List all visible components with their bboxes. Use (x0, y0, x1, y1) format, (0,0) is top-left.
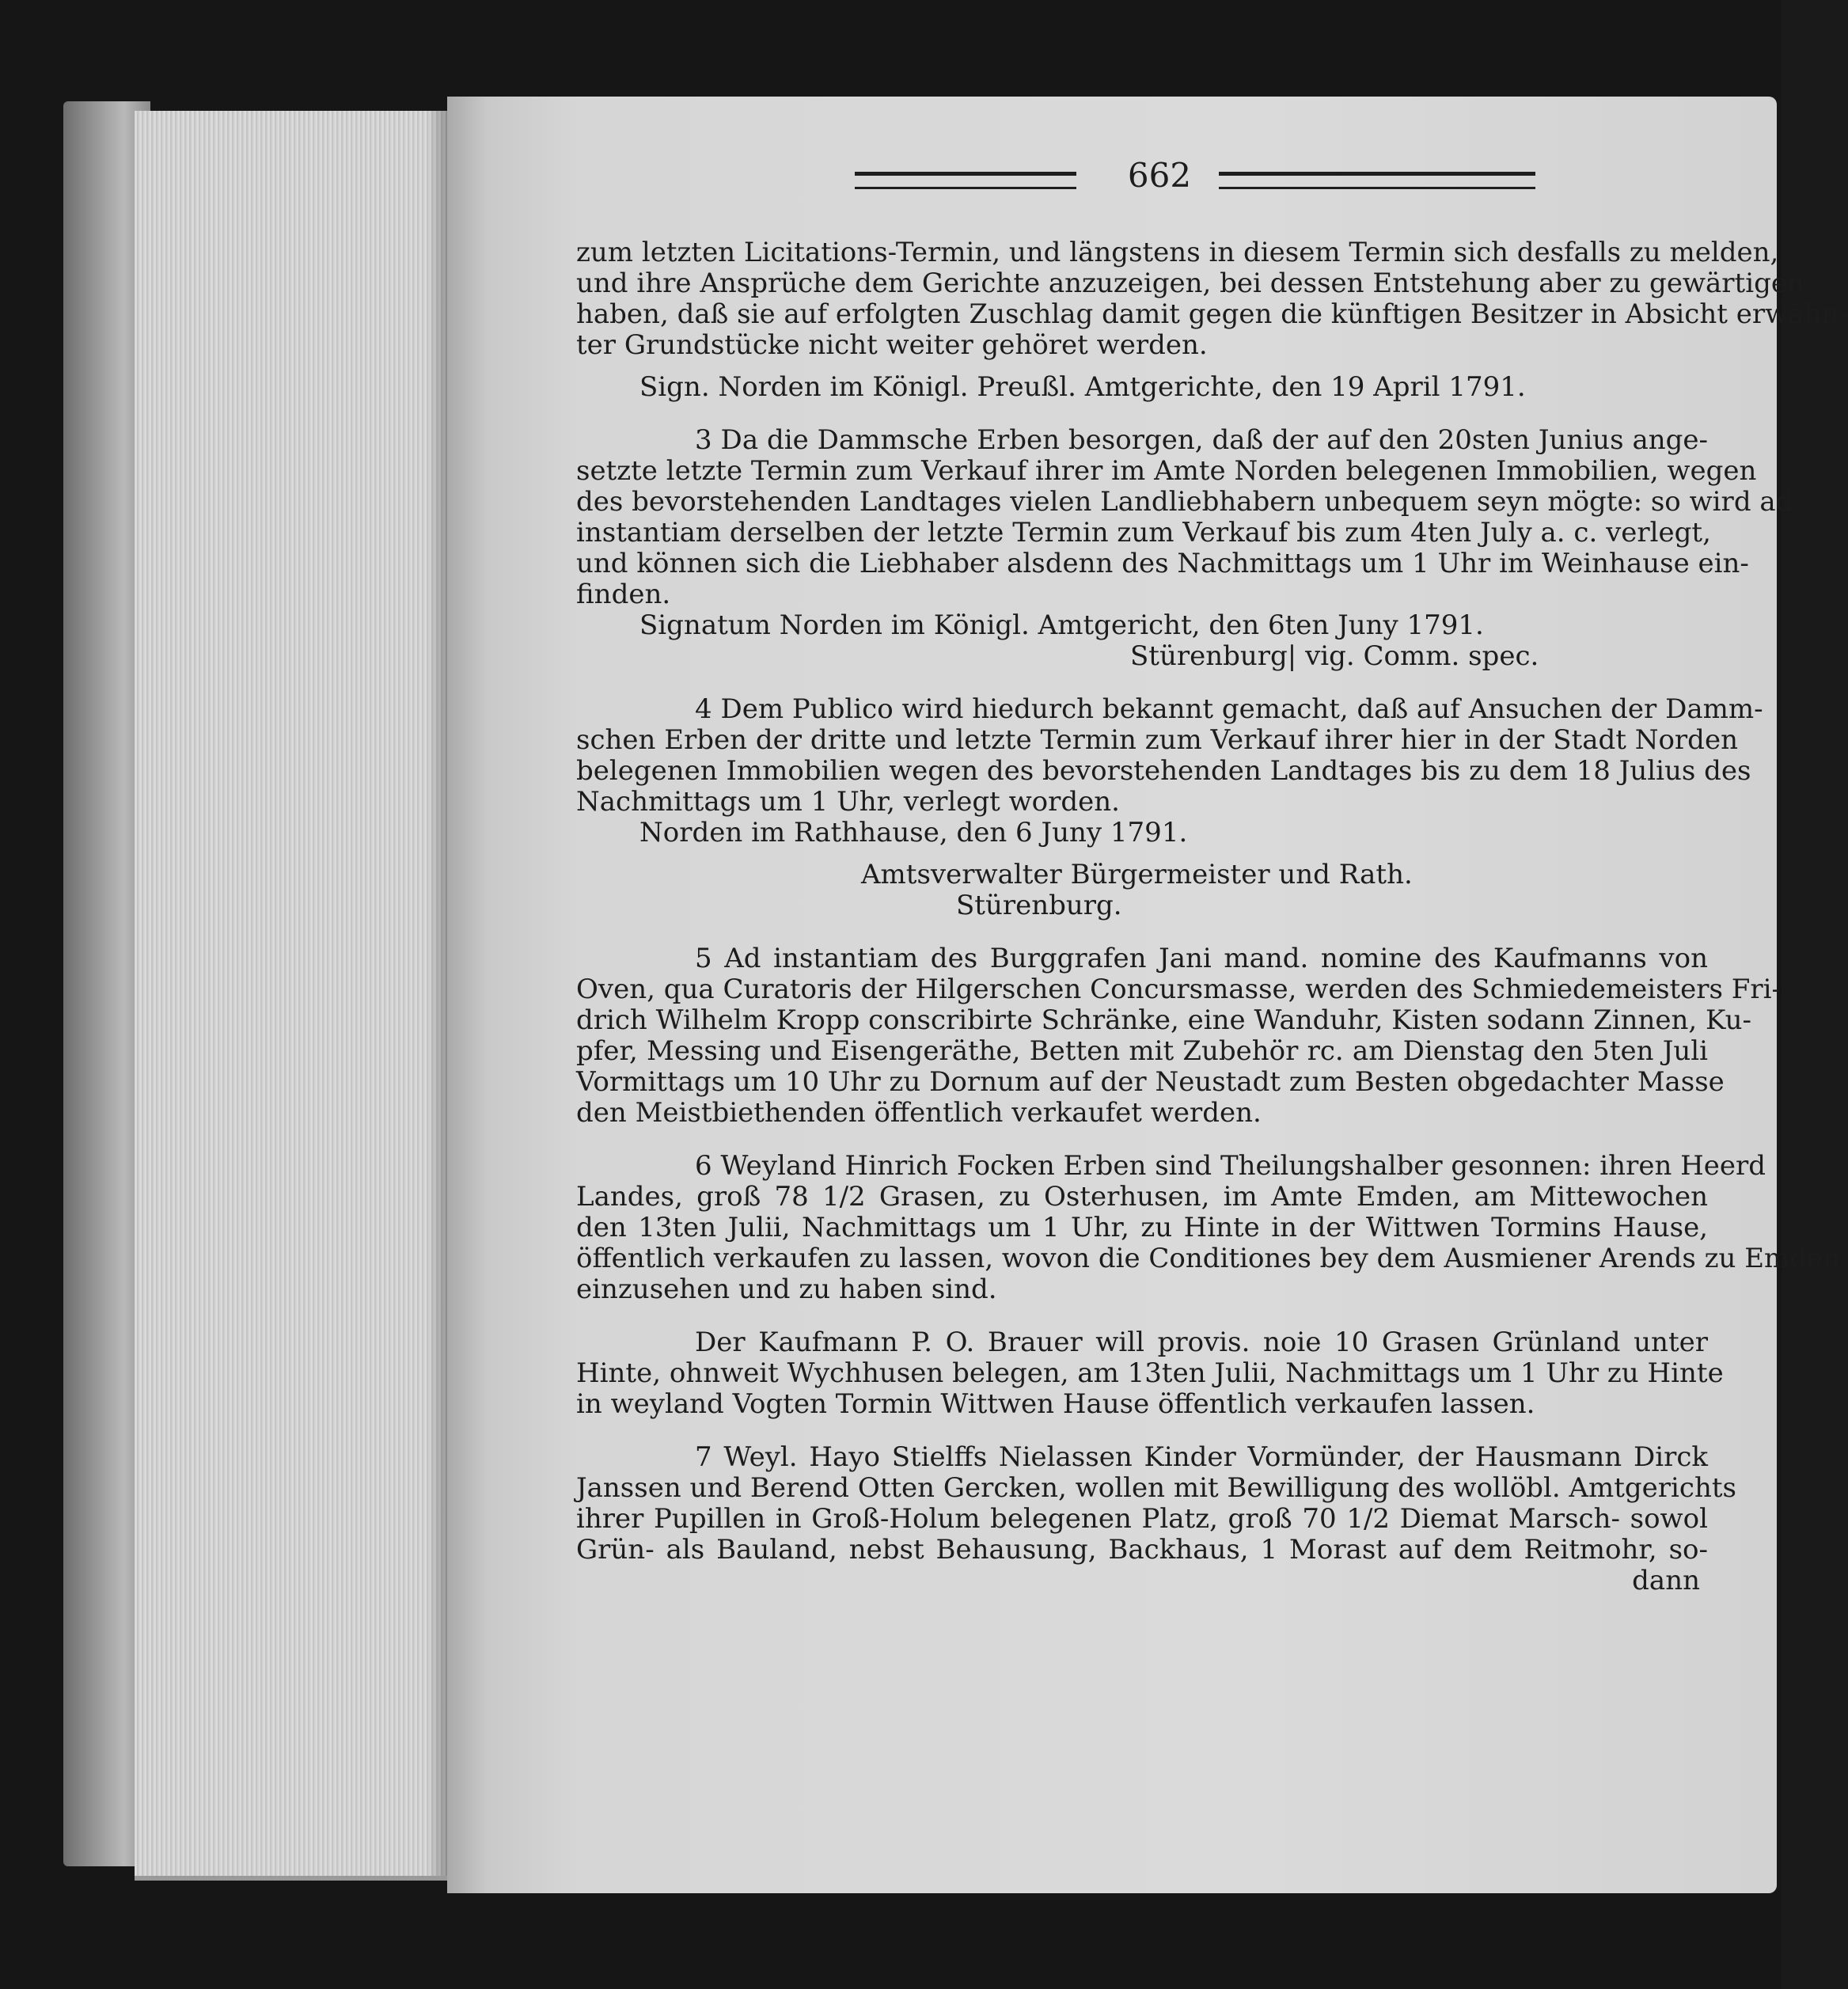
text-line: instantiam derselben der letzte Termin zum Verkauf bis zum 4ten July a. c. verlegt, (576, 517, 1711, 548)
text-line: und ihre Ansprüche dem Gerichte anzuzeigen, bei dessen Entstehung aber zu gewärtigen (576, 268, 1804, 299)
header-rule-left (855, 172, 1076, 189)
text-line: Oven, qua Curatoris der Hilgerschen Concursmasse, werden des Schmiedemeisters Fri- (576, 974, 1782, 1005)
text-line: einzusehen und zu haben sind. (576, 1273, 997, 1305)
page-number: 662 (1127, 156, 1192, 195)
text-line: Hinte, ohnweit Wychhusen belegen, am 13ten Julii, Nachmittags um 1 Uhr zu Hinte (576, 1357, 1724, 1389)
text-line: den Meistbiethenden öffentlich verkaufet werden. (576, 1097, 1262, 1129)
catchword: dann (1632, 1565, 1700, 1596)
body-text (576, 237, 1848, 1596)
text-line: Vormittags um 10 Uhr zu Dornum auf der Neustadt zum Besten obgedachter Masse (576, 1066, 1725, 1098)
text-line: Janssen und Berend Otten Gercken, wollen mit Bewilligung des wollöbl. Amtgerichts (576, 1472, 1736, 1504)
text-line: den 13ten Julii, Nachmittags um 1 Uhr, zu Hinte in der Wittwen Tormins Hause, (576, 1212, 1708, 1243)
text-line: Der Kaufmann P. O. Brauer will provis. noie 10 Grasen Grünland unter (695, 1327, 1708, 1358)
text-line: öffentlich verkaufen zu lassen, wovon die Conditiones bey dem Ausmiener Arends zu Emden (576, 1243, 1841, 1274)
signature-line: Stürenburg| vig. Comm. spec. (1130, 640, 1539, 672)
text-line: Nachmittags um 1 Uhr, verlegt worden. (576, 786, 1120, 818)
text-line: drich Wilhelm Kropp conscribirte Schränke, eine Wanduhr, Kisten sodann Zinnen, Ku- (576, 1004, 1752, 1036)
text-line: 7 Weyl. Hayo Stielffs Nielassen Kinder Vormünder, der Hausmann Dirck (695, 1441, 1708, 1473)
text-line: belegenen Immobilien wegen des bevorstehenden Landtages bis zu dem 18 Julius des (576, 755, 1751, 787)
text-line: ihrer Pupillen in Groß-Holum belegenen Platz, groß 70 1/2 Diemat Marsch- sowol (576, 1503, 1708, 1535)
signature-line: Signatum Norden im Königl. Amtgericht, den 6ten Juny 1791. (639, 609, 1484, 641)
text-line: des bevorstehenden Landtages vielen Landliebhabern unbequem seyn mögte: so wird ad (576, 486, 1793, 518)
text-line: setzte letzte Termin zum Verkauf ihrer im Amte Norden belegenen Immobilien, wegen (576, 455, 1757, 487)
page-block-edges (135, 111, 451, 1881)
text-line: 3 Da die Dammsche Erben besorgen, daß der auf den 20sten Junius ange- (695, 424, 1708, 456)
header-rule-right (1219, 172, 1535, 189)
text-line: ter Grundstücke nicht weiter gehöret werden. (576, 329, 1208, 361)
text-line: 6 Weyland Hinrich Focken Erben sind Theilungshalber gesonnen: ihren Heerd (695, 1150, 1766, 1182)
page-header (855, 156, 1709, 210)
text-line: finden. (576, 579, 671, 610)
text-line: 5 Ad instantiam des Burggrafen Jani mand. nomine des Kaufmanns von (695, 943, 1708, 974)
text-line: Landes, groß 78 1/2 Grasen, zu Osterhusen, im Amte Emden, am Mittewochen (576, 1181, 1708, 1213)
signature-line: Sign. Norden im Königl. Preußl. Amtgerichte, den 19 April 1791. (639, 371, 1526, 403)
signature-line: Stürenburg. (956, 890, 1122, 921)
signature-line: Amtsverwalter Bürgermeister und Rath. (861, 859, 1413, 890)
text-line: zum letzten Licitations-Termin, und längstens in diesem Termin sich desfalls zu melden, (576, 237, 1779, 268)
text-line: schen Erben der dritte und letzte Termin zum Verkauf ihrer hier in der Stadt Norden (576, 724, 1738, 756)
text-line: 4 Dem Publico wird hiedurch bekannt gemacht, daß auf Ansuchen der Damm- (695, 693, 1763, 725)
signature-line: Norden im Rathhause, den 6 Juny 1791. (639, 817, 1188, 848)
text-line: Grün- als Bauland, nebst Behausung, Backhaus, 1 Morast auf dem Reitmohr, so- (576, 1534, 1708, 1566)
text-line: haben, daß sie auf erfolgten Zuschlag damit gegen die künftigen Besitzer in Absicht erwähn- (576, 298, 1848, 330)
text-line: in weyland Vogten Tormin Wittwen Hause öffentlich verkaufen lassen. (576, 1388, 1535, 1420)
text-line: und können sich die Liebhaber alsdenn des Nachmittags um 1 Uhr im Weinhause ein- (576, 548, 1749, 579)
text-line: pfer, Messing und Eisengeräthe, Betten mit Zubehör rc. am Dienstag den 5ten Juli (576, 1035, 1708, 1067)
